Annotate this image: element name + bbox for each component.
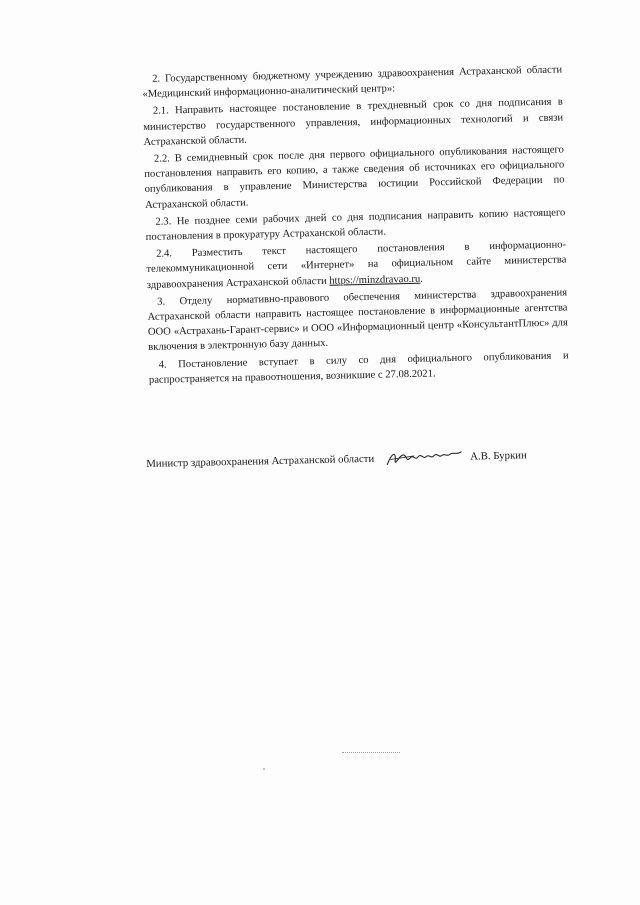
signatory-title: Министр здравоохранения Астраханской области xyxy=(146,452,375,470)
paragraph-2: 2. Государственному бюджетному учреждению здравоохранения Астраханской области «Медицинский информационно-аналитический центр»: xyxy=(142,64,563,101)
paragraph-2-2: 2.2. В семидневный срок после дня первого официального опубликования настоящего постановления направить его копию, а также сведения об источниках его официального опубликования в управление Министерства юстиции Российской Федерации по Астраханской области. xyxy=(144,144,565,211)
paragraph-2-3: 2.3. Не позднее семи рабочих дней со дня подписания направить копию настоящего постановления в прокуратуру Астраханской области. xyxy=(145,207,566,243)
scan-artifact-dot xyxy=(263,768,265,770)
document-body xyxy=(142,62,569,388)
paragraph-3: 3. Отделу нормативно-правового обеспечения министерства здравоохранения Астраханской области направить настоящее постановление в информационные агентства ООО «Астрахань-Гарант-сервис» и ООО «Информационный центр «КонсультантПлюс» для включения в электронную базу данных. xyxy=(147,287,568,354)
ministry-website-link[interactable]: https://minzdravao.ru xyxy=(329,273,421,287)
signatory-name: А.В. Буркин xyxy=(470,449,527,463)
paragraph-4: 4. Постановление вступает в силу со дня официального опубликования и распространяется на правоотношения, возникшие с 27.08.2021. xyxy=(148,350,569,386)
paragraph-2-4-text: 2.4. Разместить текст настоящего постановления в информационно-телекоммуникационной сети «Интернет» на официальном сайте министерства здравоохранения Астраханской области xyxy=(146,239,567,291)
handwritten-signature xyxy=(384,446,464,470)
paragraph-2-4-end: . xyxy=(420,273,423,285)
paragraph-2-1: 2.1. Направить настоящее постановление в трехдневный срок со дня подписания в министерство государственного управления, информационных технологий и связи Астраханской области. xyxy=(143,96,564,148)
scan-artifact-line xyxy=(342,752,400,755)
signature-block xyxy=(146,443,576,475)
paragraph-2-4 xyxy=(146,238,567,293)
